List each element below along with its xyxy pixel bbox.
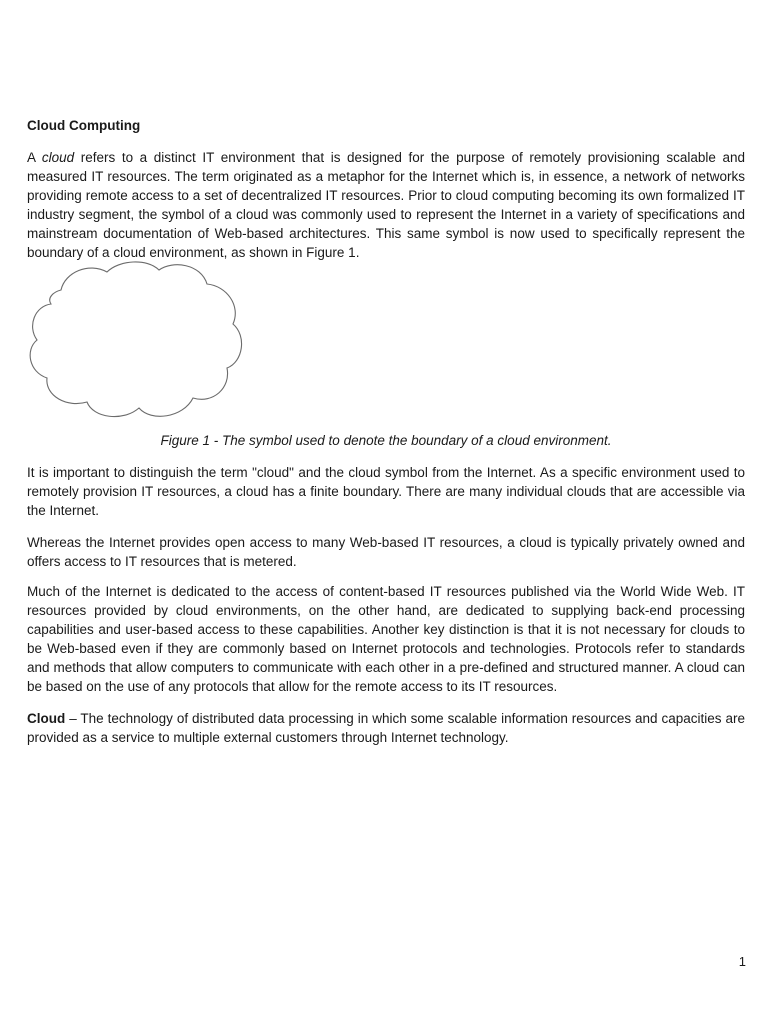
figure-caption: Figure 1 - The symbol used to denote the boundary of a cloud environment. (160, 433, 612, 448)
cloud-outline (30, 262, 241, 417)
paragraph-lead: A (27, 150, 42, 165)
paragraph-web-content: Much of the Internet is dedicated to the access of content-based IT resources published via the World Wide Web. IT resources provided by cloud environments, on the other hand, are dedicated to supplying back-end processing capabilities and user-based access to these capabilities. Another key distinction is that it is not necessary for clouds to be Web-based even if they are commonly based on Internet protocols and technologies. Protocols refer to standards and methods that allow computers to communicate with each other in a pre-defined and structured manner. A cloud can be based on the use of any protocols that allow for the remote access to its IT resources. (27, 584, 745, 694)
paragraph-cloud-definition (27, 148, 745, 262)
cloud-term-bold: Cloud (27, 711, 66, 726)
cloud-figure (27, 258, 245, 422)
paragraph-body: refers to a distinct IT environment that is designed for the purpose of remotely provisioning scalable and measured IT resources. The term originated as a metaphor for the Internet which is, in essence, a network of networks providing remote access to a set of decentralized IT resources. Prior to cloud computing becoming its own formalized IT industry segment, the symbol of a cloud was commonly used to represent the Internet in a variety of specifications and mainstream documentation of Web-based architectures. This same symbol is now used to specifically represent the boundary of a cloud environment, as shown in Figure 1. (27, 150, 745, 260)
paragraph-distinguish: It is important to distinguish the term "cloud" and the cloud symbol from the Internet. As a specific environment used to remotely provision IT resources, a cloud has a finite boundary. There are many individual clouds that are accessible via the Internet. (27, 465, 745, 518)
cloud-term: cloud (41, 150, 75, 165)
paragraph-internet-vs-cloud: Whereas the Internet provides open access to many Web-based IT resources, a cloud is typically privately owned and offers access to IT resources that is metered. (27, 535, 745, 569)
page-number: 1 (738, 954, 746, 969)
page-title: Cloud Computing (27, 118, 141, 133)
cloud-icon (27, 258, 245, 422)
paragraph-cloud-term-definition (27, 709, 745, 747)
paragraph-body: – The technology of distributed data processing in which some scalable information resources and capacities are provided as a service to multiple external customers through Internet technology. (27, 711, 745, 745)
